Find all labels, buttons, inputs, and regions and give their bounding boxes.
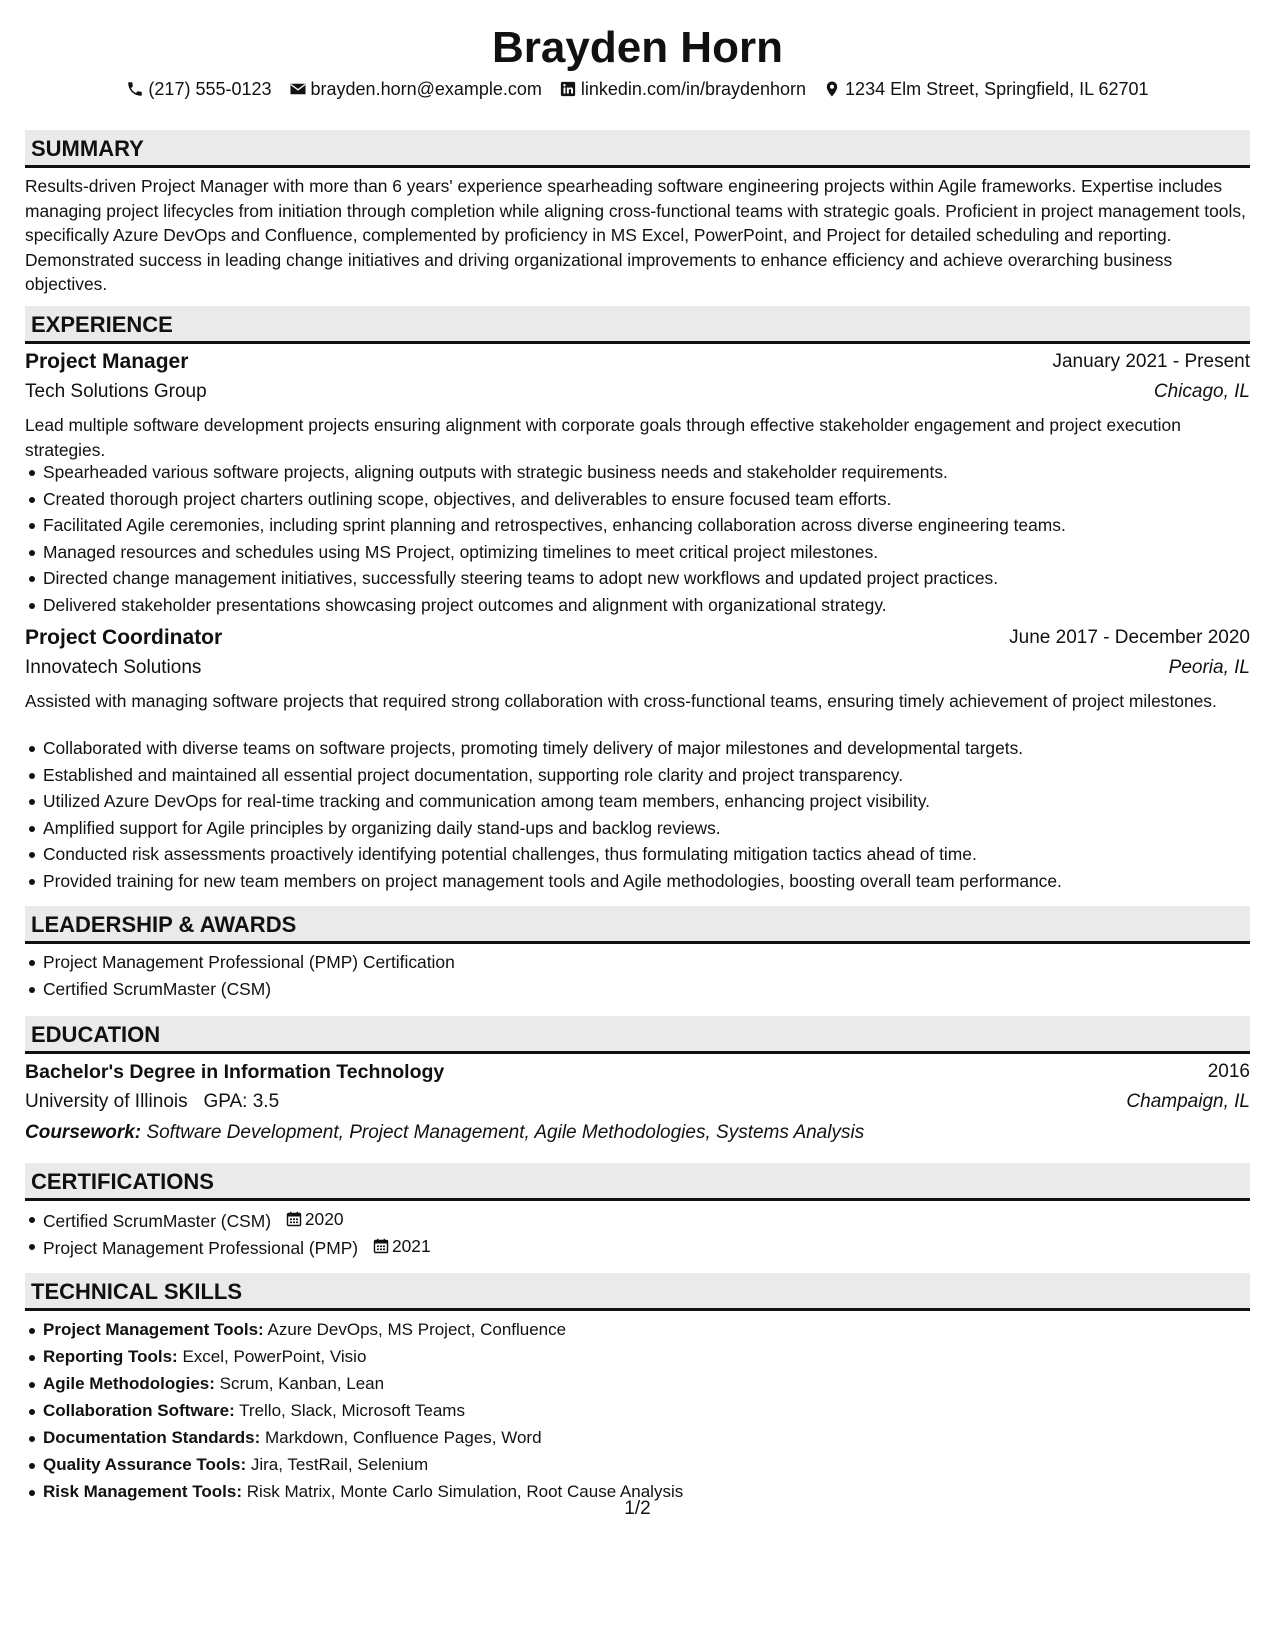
calendar-icon	[373, 1238, 389, 1254]
cert-year: 2021	[391, 1236, 431, 1256]
list-item	[25, 1426, 1250, 1453]
skill-label: Collaboration Software:	[43, 1401, 235, 1420]
coursework-label: Coursework:	[25, 1122, 142, 1143]
list-item: Provided training for new team members on project management tools and Agile methodologies, boosting overall team performance.	[25, 869, 1250, 896]
company-name: Tech Solutions Group	[25, 381, 207, 402]
coursework	[25, 1120, 864, 1146]
contact-phone	[126, 78, 271, 100]
list-item: Amplified support for Agile principles by organizing daily stand-ups and backlog reviews.	[25, 816, 1250, 843]
contact-email[interactable]	[289, 78, 542, 100]
job-dates: June 2017 - December 2020	[1009, 627, 1250, 648]
skill-label: Quality Assurance Tools:	[43, 1455, 247, 1474]
list-item	[25, 1372, 1250, 1399]
job-2-company-row	[25, 655, 1250, 683]
list-item: Collaborated with diverse teams on software projects, promoting timely delivery of major milestones and developmental targets.	[25, 736, 1250, 763]
school-location: Champaign, IL	[1126, 1091, 1250, 1112]
job-2-header	[25, 625, 1250, 653]
summary-text: Results-driven Project Manager with more than 6 years' experience spearheading software engineering projects within Agile frameworks. Expertise includes managing project lifecycles from initiation through completion while aligning cross-functional teams with strategic goals. Proficient in project management tools, specifically Azure DevOps and Confluence, complemented by proficiency in MS Excel, PowerPoint, and Project for detailed scheduling and reporting. Demonstrated success in leading change initiatives and driving organizational improvements to enhance efficiency and achieve overarching business objectives.	[25, 176, 1246, 295]
envelope-icon	[289, 80, 307, 98]
job-2-bullets	[25, 736, 1250, 895]
certifications-list	[25, 1207, 1250, 1261]
email-address[interactable]: brayden.horn@example.com	[310, 79, 542, 99]
candidate-name: Brayden Horn	[492, 23, 783, 72]
map-marker-icon	[823, 80, 841, 98]
skill-value: Scrum, Kanban, Lean	[219, 1374, 385, 1393]
list-item: Conducted risk assessments proactively identifying potential challenges, thus formulating mitigation tactics ahead of time.	[25, 842, 1250, 869]
skill-value: Azure DevOps, MS Project, Confluence	[267, 1320, 567, 1339]
contact-bar	[25, 78, 1250, 100]
job-1-company-row	[25, 379, 1250, 407]
skills-heading: TECHNICAL SKILLS	[25, 1273, 1250, 1311]
phone-number: (217) 555-0123	[148, 79, 272, 99]
phone-icon	[126, 80, 144, 98]
certifications-heading: CERTIFICATIONS	[25, 1163, 1250, 1201]
job-title: Project Coordinator	[25, 626, 223, 649]
list-item	[25, 1318, 1250, 1345]
company-name: Innovatech Solutions	[25, 657, 202, 678]
calendar-icon	[286, 1211, 302, 1227]
list-item: Directed change management initiatives, successfully steering teams to adopt new workflows and updated project practices.	[25, 566, 1250, 593]
list-item: Established and maintained all essential project documentation, supporting role clarity and project transparency.	[25, 763, 1250, 790]
school-name: University of Illinois	[25, 1091, 188, 1112]
list-item: Project Management Professional (PMP) Certification	[25, 950, 1250, 977]
cert-name: Project Management Professional (PMP)	[43, 1238, 359, 1258]
list-item	[25, 1399, 1250, 1426]
page-number: 1/2	[624, 1498, 651, 1519]
job-location: Peoria, IL	[1168, 657, 1250, 678]
skill-label: Agile Methodologies:	[43, 1374, 215, 1393]
skill-label: Documentation Standards:	[43, 1428, 261, 1447]
job-dates: January 2021 - Present	[1052, 351, 1250, 372]
gpa: GPA: 3.5	[203, 1091, 280, 1112]
linkedin-url[interactable]: linkedin.com/in/braydenhorn	[580, 79, 807, 99]
list-item: Delivered stakeholder presentations showcasing project outcomes and alignment with organizational strategy.	[25, 593, 1250, 620]
list-item: Utilized Azure DevOps for real-time tracking and communication among team members, enhancing project visibility.	[25, 789, 1250, 816]
cert-name: Certified ScrumMaster (CSM)	[43, 1211, 272, 1231]
skill-value: Jira, TestRail, Selenium	[250, 1455, 429, 1474]
skill-value: Trello, Slack, Microsoft Teams	[239, 1401, 465, 1420]
skill-value: Risk Matrix, Monte Carlo Simulation, Root Cause Analysis	[246, 1482, 684, 1501]
job-location: Chicago, IL	[1153, 381, 1250, 402]
linkedin-icon	[559, 80, 577, 98]
contact-linkedin[interactable]	[559, 78, 806, 100]
job-1-header	[25, 349, 1250, 377]
list-item	[25, 1345, 1250, 1372]
skill-label: Risk Management Tools:	[43, 1482, 242, 1501]
list-item: Spearheaded various software projects, aligning outputs with strategic business needs and stakeholder requirements.	[25, 460, 1250, 487]
skills-list	[25, 1318, 1250, 1507]
skill-label: Reporting Tools:	[43, 1347, 178, 1366]
education-school-row	[25, 1089, 1250, 1117]
job-2-description: Assisted with managing software projects that required strong collaboration with cross-functional teams, ensuring timely achievement of project milestones.	[25, 691, 1217, 711]
skill-value: Excel, PowerPoint, Visio	[182, 1347, 367, 1366]
list-item: Facilitated Agile ceremonies, including sprint planning and retrospectives, enhancing collaboration across diverse engineering teams.	[25, 513, 1250, 540]
cert-year: 2020	[304, 1209, 344, 1229]
list-item	[25, 1234, 1250, 1261]
list-item: Certified ScrumMaster (CSM)	[25, 977, 1250, 1004]
education-heading: EDUCATION	[25, 1016, 1250, 1054]
contact-address	[823, 78, 1149, 100]
list-item	[25, 1207, 1250, 1234]
resume-page	[25, 0, 1250, 1650]
education-degree-row	[25, 1059, 1250, 1087]
list-item: Managed resources and schedules using MS Project, optimizing timelines to meet critical project milestones.	[25, 540, 1250, 567]
job-1-bullets	[25, 460, 1250, 619]
experience-heading: EXPERIENCE	[25, 306, 1250, 344]
list-item	[25, 1453, 1250, 1480]
summary-heading: SUMMARY	[25, 130, 1250, 168]
list-item: Created thorough project charters outlining scope, objectives, and deliverables to ensure focused team efforts.	[25, 487, 1250, 514]
leadership-list	[25, 950, 1250, 1004]
job-title: Project Manager	[25, 350, 189, 373]
leadership-heading: LEADERSHIP & AWARDS	[25, 906, 1250, 944]
school-info	[25, 1089, 279, 1115]
coursework-list: Software Development, Project Management, Agile Methodologies, Systems Analysis	[146, 1122, 865, 1143]
degree-name: Bachelor's Degree in Information Technology	[25, 1061, 445, 1083]
street-address: 1234 Elm Street, Springfield, IL 62701	[845, 79, 1149, 99]
skill-value: Markdown, Confluence Pages, Word	[264, 1428, 542, 1447]
job-1-description: Lead multiple software development projects ensuring alignment with corporate goals through effective stakeholder engagement and project execution strategies.	[25, 415, 1181, 460]
skill-label: Project Management Tools:	[43, 1320, 264, 1339]
graduation-year: 2016	[1207, 1061, 1250, 1082]
